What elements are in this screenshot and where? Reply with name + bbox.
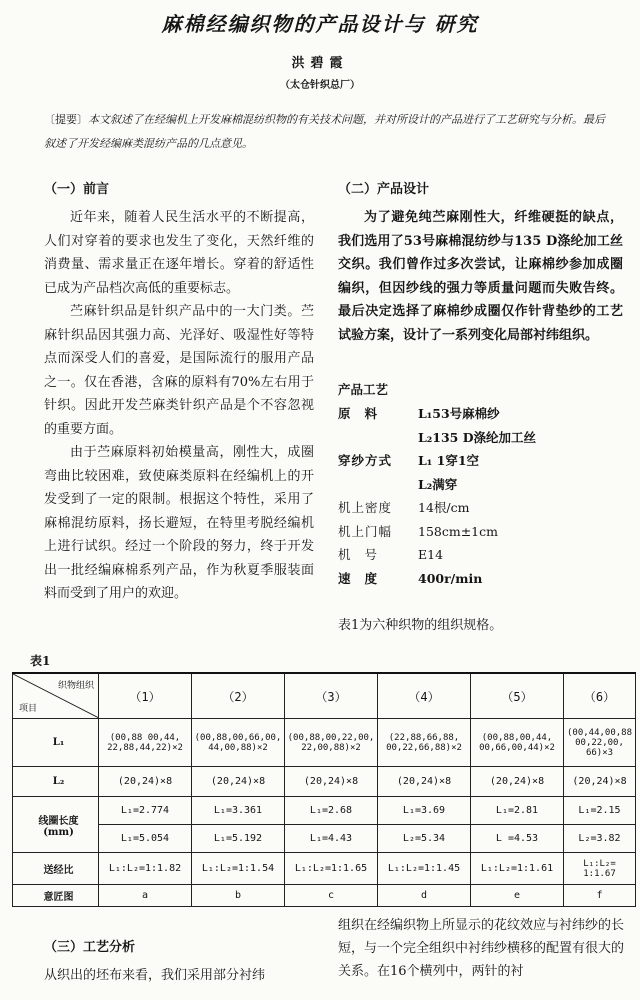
column-header: （3）	[285, 673, 378, 719]
corner-bottom-label: 项目	[19, 704, 38, 714]
table-row	[13, 825, 636, 853]
table-label: 表1	[30, 654, 51, 668]
column-header: （6）	[564, 673, 636, 719]
spec-value: 14根/cm	[418, 500, 470, 515]
spec-label: 速度	[338, 570, 392, 586]
spec-value: E14	[418, 547, 444, 562]
row-label: 意匠图	[13, 885, 99, 907]
spec-value: L₂满穿	[418, 476, 458, 492]
spec-label: 机上门幅	[338, 523, 393, 539]
section3-left-text: 从织出的坯布来看，我们采用部分衬纬	[44, 968, 266, 983]
table-cell: L₂=3.82	[564, 825, 636, 853]
table-row	[13, 767, 636, 797]
table-cell: L₂=5.34	[378, 825, 471, 853]
table-cell: L₁:L₂= 1:1.67	[564, 853, 636, 885]
column-header: （4）	[378, 673, 471, 719]
table-1	[12, 672, 636, 907]
table-cell: L₁=4.43	[285, 825, 378, 853]
table-cell: L₁:L₂=1:1.65	[285, 853, 378, 885]
table-cell: (22,88,66,88, 00,22,66,88)×2	[378, 719, 471, 767]
section2-closing	[338, 614, 623, 638]
spec-value: L₁ 1穿1空	[418, 453, 480, 468]
spec-row	[338, 449, 623, 473]
spec-row	[338, 473, 623, 497]
row-label: 送经比	[13, 853, 99, 885]
spec-row	[338, 496, 623, 520]
table-cell: L₁=2.15	[564, 797, 636, 825]
abstract	[44, 108, 614, 156]
spec-label	[338, 426, 418, 450]
table-cell: (00,44,00,88 00,22,00, 66)×3	[564, 719, 636, 767]
table-cell: (20,24)×8	[564, 767, 636, 797]
spec-label: 穿纱方式	[338, 453, 393, 468]
author-affiliation: （太仓针织总厂）	[280, 80, 360, 91]
row-label: L₁	[13, 719, 99, 767]
spec-row	[338, 426, 623, 450]
section2-paragraph: 为了避免纯苎麻刚性大，纤维硬挺的缺点，我们选用了53号麻棉混纺纱与135 D涤纶加工丝交织。我们曾作过多次尝试，让麻棉纱参加成圈编织，但因纱线的强力等质量问题而失败告终。最后决定选择了麻棉纱成圈仅作针背垫纱的工艺试验方案，设计了一系列变化局部衬纬组织。	[338, 210, 623, 343]
table-row	[13, 885, 636, 907]
section1-heading: （一）前言	[44, 182, 110, 197]
table-header-row	[13, 673, 636, 719]
spec-label	[338, 473, 418, 497]
table-cell: L₁=5.054	[99, 825, 192, 853]
section1-paragraph: 近年来，随着人民生活水平的不断提高，人们对穿着的要求也发生了变化，天然纤维的消费量、需求量正在逐年增长。穿着的舒适性已成为产品档次高低的重要标志。	[44, 210, 314, 296]
spec-title: 产品工艺	[338, 382, 389, 397]
table-row	[13, 797, 636, 825]
table-cell: (00,88,00,44, 00,66,00,44)×2	[471, 719, 564, 767]
spec-row	[338, 402, 623, 426]
section2-heading: （二）产品设计	[338, 182, 430, 197]
table-corner-cell	[13, 673, 99, 719]
table-cell: L₁=3.69	[378, 797, 471, 825]
column-header: （1）	[99, 673, 192, 719]
column-header: （2）	[192, 673, 285, 719]
section3-heading: （三）工艺分析	[44, 940, 136, 955]
table-cell: e	[471, 885, 564, 907]
table-cell: L₁:L₂=1:1.82	[99, 853, 192, 885]
table-cell: a	[99, 885, 192, 907]
table-cell: (20,24)×8	[471, 767, 564, 797]
table-cell: L₁=2.68	[285, 797, 378, 825]
table-cell: L₁:L₂=1:1.61	[471, 853, 564, 885]
table-cell: (00,88 00,44, 22,88,44,22)×2	[99, 719, 192, 767]
table-cell: (00,88,00,66,00, 44,00,88)×2	[192, 719, 285, 767]
spec-value: L₁53号麻棉纱	[418, 406, 500, 421]
row-label: L₂	[13, 767, 99, 797]
table-cell: f	[564, 885, 636, 907]
corner-top-label: 织物组织	[57, 681, 94, 691]
row-label: 线圈长度 (mm)	[13, 797, 99, 853]
table-cell: (20,24)×8	[192, 767, 285, 797]
spec-label: 机号	[338, 547, 392, 562]
table-cell: d	[378, 885, 471, 907]
title-main: 麻棉经编织物的产品设计与	[161, 12, 426, 36]
section3-right-text: 组织在经编织物上所显示的花纹效应与衬纬纱的长短，与一个完全组织中衬纬纱横移的配置有很大的关系。在16个横列中，两针的衬	[338, 918, 625, 979]
table-cell: (20,24)×8	[99, 767, 192, 797]
table-cell: (00,88,00,22,00, 22,00,88)×2	[285, 719, 378, 767]
section2-body	[338, 206, 623, 347]
spec-value: L₂135 D涤纶加工丝	[418, 429, 537, 445]
table-cell: L₁:L₂=1:1.45	[378, 853, 471, 885]
table-cell: c	[285, 885, 378, 907]
article-title	[0, 8, 640, 37]
abstract-tag: 〔提要〕	[44, 113, 88, 126]
table-cell: L₁=5.192	[192, 825, 285, 853]
section1-paragraph: 苎麻针织品是针织产品中的一大门类。苎麻针织品因其强力高、光泽好、吸湿性好等特点而深受人们的喜爱，是国际流行的服用产品之一。仅在香港，含麻的原料有70%左右用于针织。因此开发苎麻类针织产品是个不容忽视的重要方面。	[44, 304, 314, 437]
table-cell: L₁=2.774	[99, 797, 192, 825]
column-header: （5）	[471, 673, 564, 719]
spec-row	[338, 520, 623, 544]
table-cell: L =4.53	[471, 825, 564, 853]
table-row	[13, 719, 636, 767]
table-cell: b	[192, 885, 285, 907]
spec-value: 158cm±1cm	[418, 523, 498, 539]
table-cell: L₁=3.361	[192, 797, 285, 825]
table-cell: L₁:L₂=1:1.54	[192, 853, 285, 885]
table-cell: (20,24)×8	[285, 767, 378, 797]
table-cell: (20,24)×8	[378, 767, 471, 797]
table-row	[13, 853, 636, 885]
section1-body	[44, 206, 314, 606]
spec-list	[338, 402, 623, 590]
table-cell: L₁=2.81	[471, 797, 564, 825]
spec-value: 400r/min	[418, 570, 483, 586]
section1-paragraph: 由于苎麻原料初始模量高，刚性大，成圈弯曲比较困难，致使麻类原料在经编机上的开发受到了一定的限制。根据这个特性，采用了麻棉混纺原料，扬长避短，在特里考脱经编机上进行试织。经过一个阶段的努力，终于开发出一批经编麻棉系列产品，作为秋夏季服装面料而受到了用户的欢迎。	[44, 445, 314, 601]
spec-row	[338, 543, 623, 567]
author-name: 洪碧霞	[291, 56, 349, 71]
spec-label: 机上密度	[338, 500, 393, 515]
abstract-text: 本文叙述了在经编机上开发麻棉混纺织物的有关技术问题，并对所设计的产品进行了工艺研究与分析。最后叙述了开发经编麻类混纺产品的几点意见。	[44, 113, 605, 150]
title-end: 研究	[434, 12, 479, 36]
spec-row	[338, 567, 623, 591]
spec-label: 原料	[338, 406, 392, 421]
closing-line: 表1为六种织物的组织规格。	[338, 618, 503, 633]
